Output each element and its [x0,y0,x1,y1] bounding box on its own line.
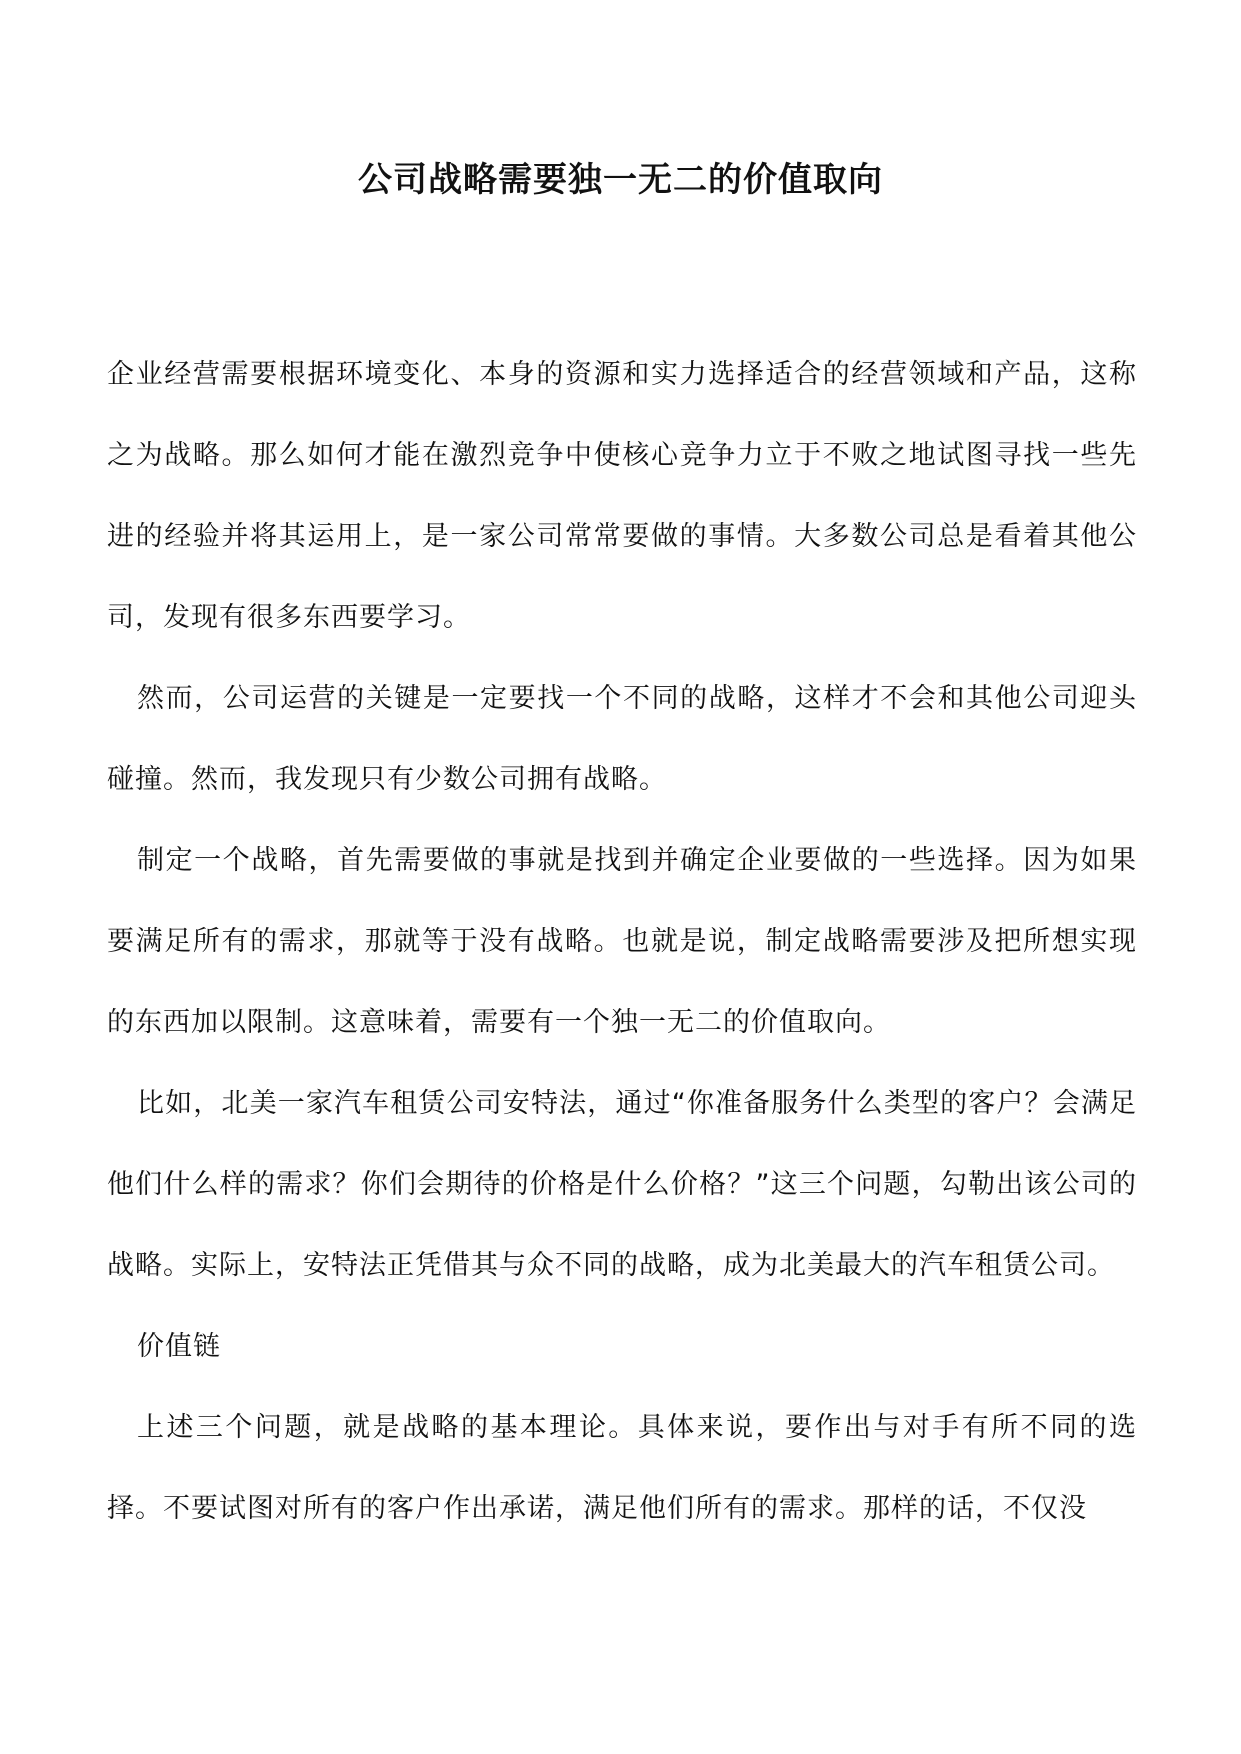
section-heading-value-chain: 价值链 [137,1331,221,1362]
paragraph-basic-theory: 上述三个问题，就是战略的基本理论。具体来说，要作出与对手有所不同的选择。不要试图对所有的客户作出承诺，满足他们所有的需求。那样的话，不仅没 [107,1412,1137,1524]
document-body [107,334,1137,1549]
paragraph-example-company: 比如，北美一家汽车租赁公司安特法，通过“你准备服务什么类型的客户？会满足他们什么样的需求？你们会期待的价格是什么价格？”这三个问题，勾勒出该公司的战略。实际上，安特法正凭借其与众不同的战略，成为北美最大的汽车租赁公司。 [107,1088,1137,1281]
paragraph-intro: 企业经营需要根据环境变化、本身的资源和实力选择适合的经营领域和产品，这称之为战略。那么如何才能在激烈竞争中使核心竞争力立于不败之地试图寻找一些先进的经验并将其运用上，是一家公司常常要做的事情。大多数公司总是看着其他公司，发现有很多东西要学习。 [107,359,1137,633]
paragraph-different-strategy: 然而，公司运营的关键是一定要找一个不同的战略，这样才不会和其他公司迎头碰撞。然而，我发现只有少数公司拥有战略。 [107,683,1137,795]
paragraph-making-choices: 制定一个战略，首先需要做的事就是找到并确定企业要做的一些选择。因为如果要满足所有的需求，那就等于没有战略。也就是说，制定战略需要涉及把所想实现的东西加以限制。这意味着，需要有一个独一无二的价值取向。 [107,845,1137,1038]
document-title: 公司战略需要独一无二的价值取向 [358,160,883,200]
